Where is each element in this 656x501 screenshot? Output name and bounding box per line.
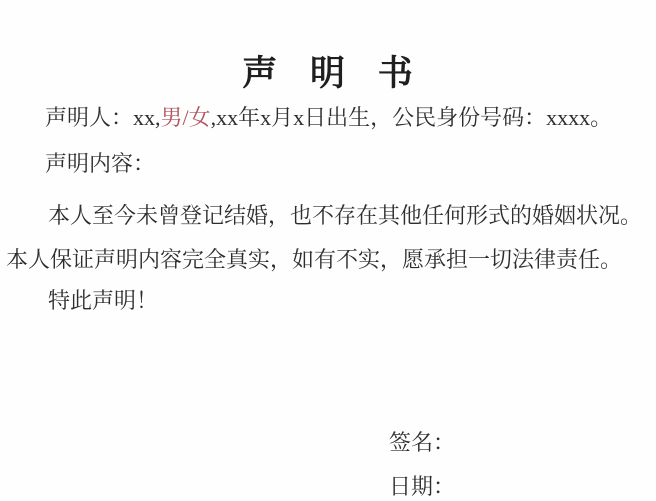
declarant-line-suffix: ,xx年x月x日出生，公民身份号码：xxxx。 <box>210 105 613 130</box>
gender-options-text: 男/女 <box>160 105 211 130</box>
date-label: 日期： <box>389 474 456 499</box>
declarant-line <box>45 101 612 132</box>
document-title: 声 明 书 <box>242 54 414 93</box>
signature-label: 签名： <box>389 430 456 455</box>
statement-paragraph: 本人至今未曾登记结婚，也不存在其他任何形式的婚姻状况。本人保证声明内容完全真实，如有不实，愿承担一切法律责任。 <box>6 203 643 272</box>
declarant-line-prefix: 声明人：xx, <box>45 105 161 130</box>
content-label: 声明内容： <box>45 151 156 176</box>
closing-line: 特此声明！ <box>48 288 159 313</box>
